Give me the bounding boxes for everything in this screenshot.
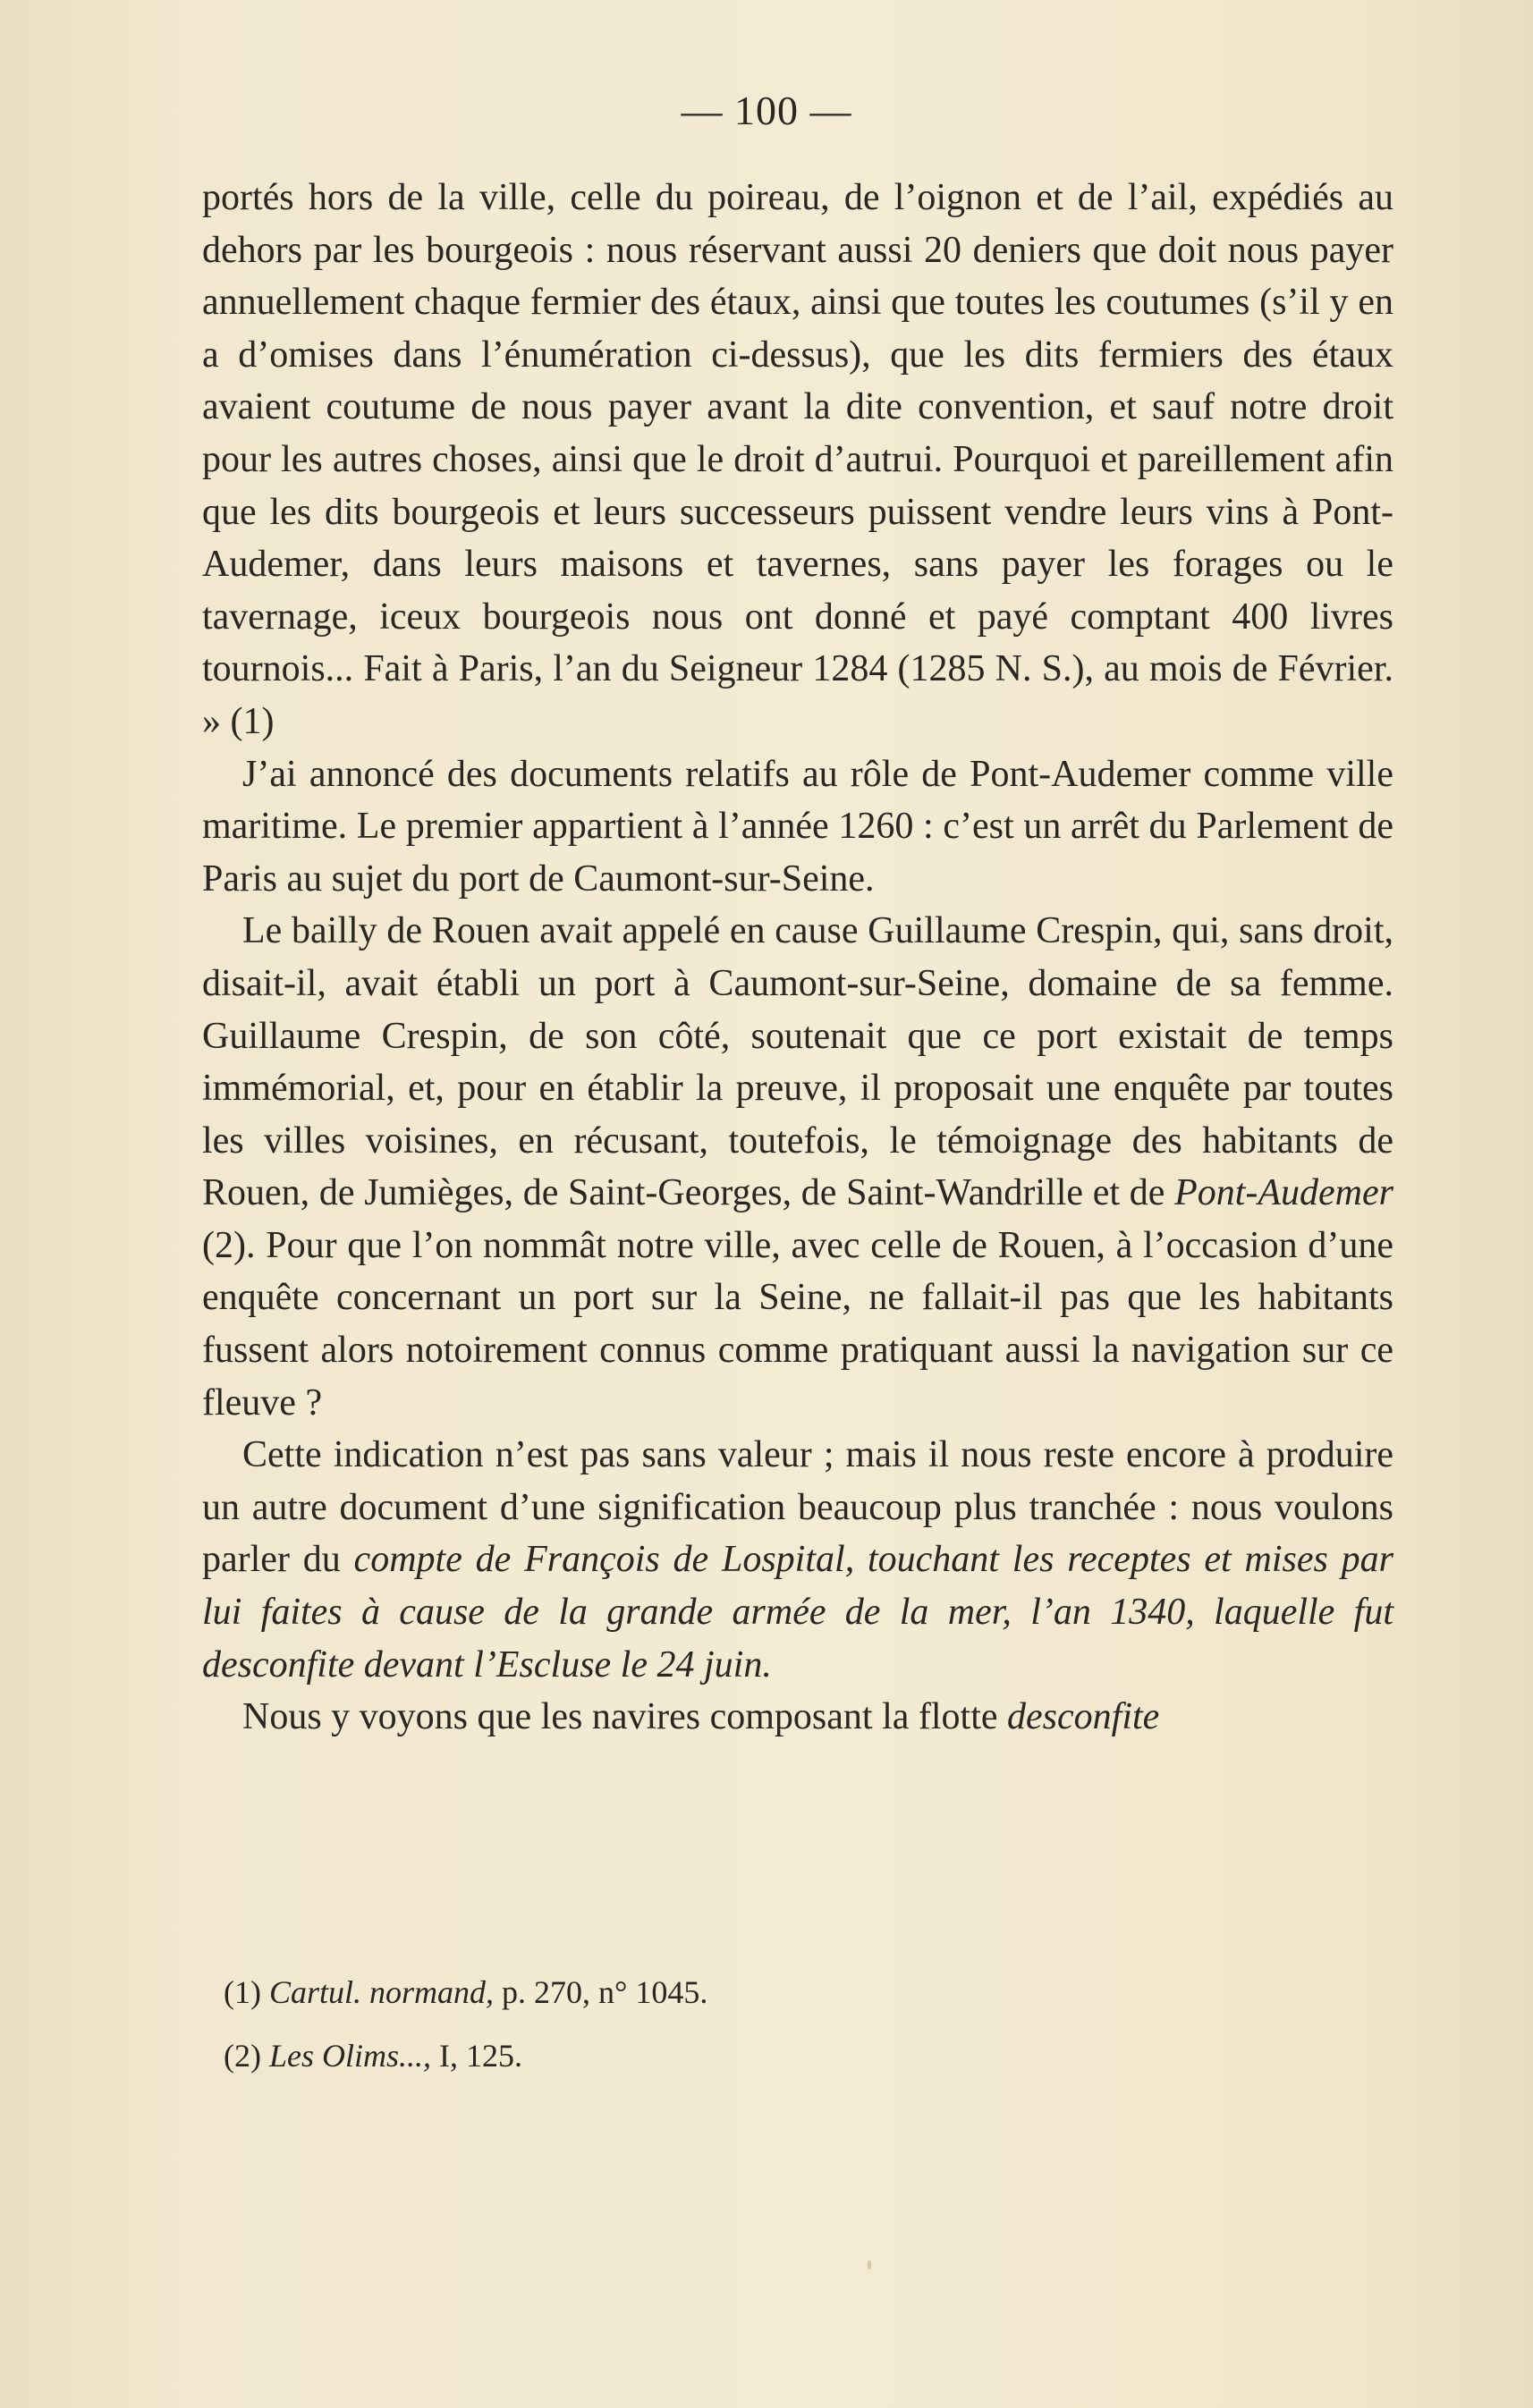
footnotes [224, 1961, 1386, 2088]
paragraph [202, 1429, 1393, 1691]
footnote [224, 1961, 1386, 2024]
footnote-source: Les Olims..., [268, 2038, 432, 2074]
italic-document-title: compte de François de Lospital, touchant les receptes et mises par lui faites à cause de la grande armée de la mer, l’an 1340, laquelle fut desconfite devant l’Escluse le 24 juin. [202, 1539, 1393, 1686]
paragraph [202, 748, 1393, 906]
footnote-detail: p. 270, n° 1045. [494, 1974, 708, 2010]
text-run: portés hors de la ville, celle du poireau, de l’oignon et de l’ail, expédiés au dehors par les bourgeois : nous réservant aussi 20 deniers que doit nous payer annuellement chaque fermier des étaux, ainsi que toutes les coutumes (s’il y en a d’omises dans l’énumération ci-dessus), que les dits fermiers des étaux avaient coutume de nous payer avant la dite convention, et sauf notre droit pour les autres choses, ainsi que le droit d’autrui. Pourquoi et pareillement afin que les dits bourgeois et leurs successeurs puissent vendre leurs vins à Pont-Audemer, dans leurs maisons et tavernes, sans payer les forages ou le tavernage, iceux bourgeois nous ont donné et payé comptant 400 livres tournois... Fait à Paris, l’an du Seigneur 1284 (1285 N. S.), au mois de Février. » (1) [202, 177, 1393, 742]
paper-speck [868, 2260, 871, 2269]
paragraph [202, 172, 1393, 748]
text-run: (2). Pour que l’on nommât notre ville, avec celle de Rouen, à l’occasion d’une enquête concernant un port sur la Seine, ne fallait-il pas que les habitants fussent alors notoirement connus comme pratiquant aussi la navigation sur ce fleuve ? [202, 1224, 1393, 1424]
page-number: — 100 — [681, 88, 852, 133]
text-run: Nous y voyons que les navires composant la flotte [242, 1696, 1008, 1738]
text-run: J’ai annoncé des documents relatifs au rôle de Pont-Audemer comme ville maritime. Le premier appartient à l’année 1260 : c’est un arrêt du Parlement de Paris au sujet du port de Caumont-sur-Seine. [202, 753, 1393, 900]
text-run: Cette indication n’est pas sans valeur ; mais il nous reste encore à produire un autre document d’une signification beaucoup plus tranchée : nous voulons parler du [202, 1434, 1393, 1581]
text-run: Le bailly de Rouen avait appelé en cause Guillaume Crespin, qui, sans droit, disait-il, avait établi un port à Caumont-sur-Seine, domaine de sa femme. Guillaume Crespin, de son côté, soutenait que ce port existait de temps immémorial, et, pour en établir la preuve, il proposait une enquête par toutes les villes voisines, en récusant, toutefois, le témoignage des habitants de Rouen, de Jumièges, de Saint-Georges, de Saint-Wandrille et de [202, 910, 1393, 1214]
footnote [224, 2024, 1386, 2088]
italic-word: desconfite [1007, 1696, 1160, 1738]
footnote-mark: (2) [224, 2038, 269, 2074]
footnote-source: Cartul. normand, [268, 1974, 495, 2010]
italic-place-name: Pont-Audemer [1174, 1172, 1393, 1214]
paragraph [202, 1691, 1393, 1744]
footnote-detail: I, 125. [431, 2038, 523, 2074]
footnote-mark: (1) [224, 1974, 269, 2010]
body-text [202, 172, 1393, 1744]
paragraph [202, 905, 1393, 1429]
